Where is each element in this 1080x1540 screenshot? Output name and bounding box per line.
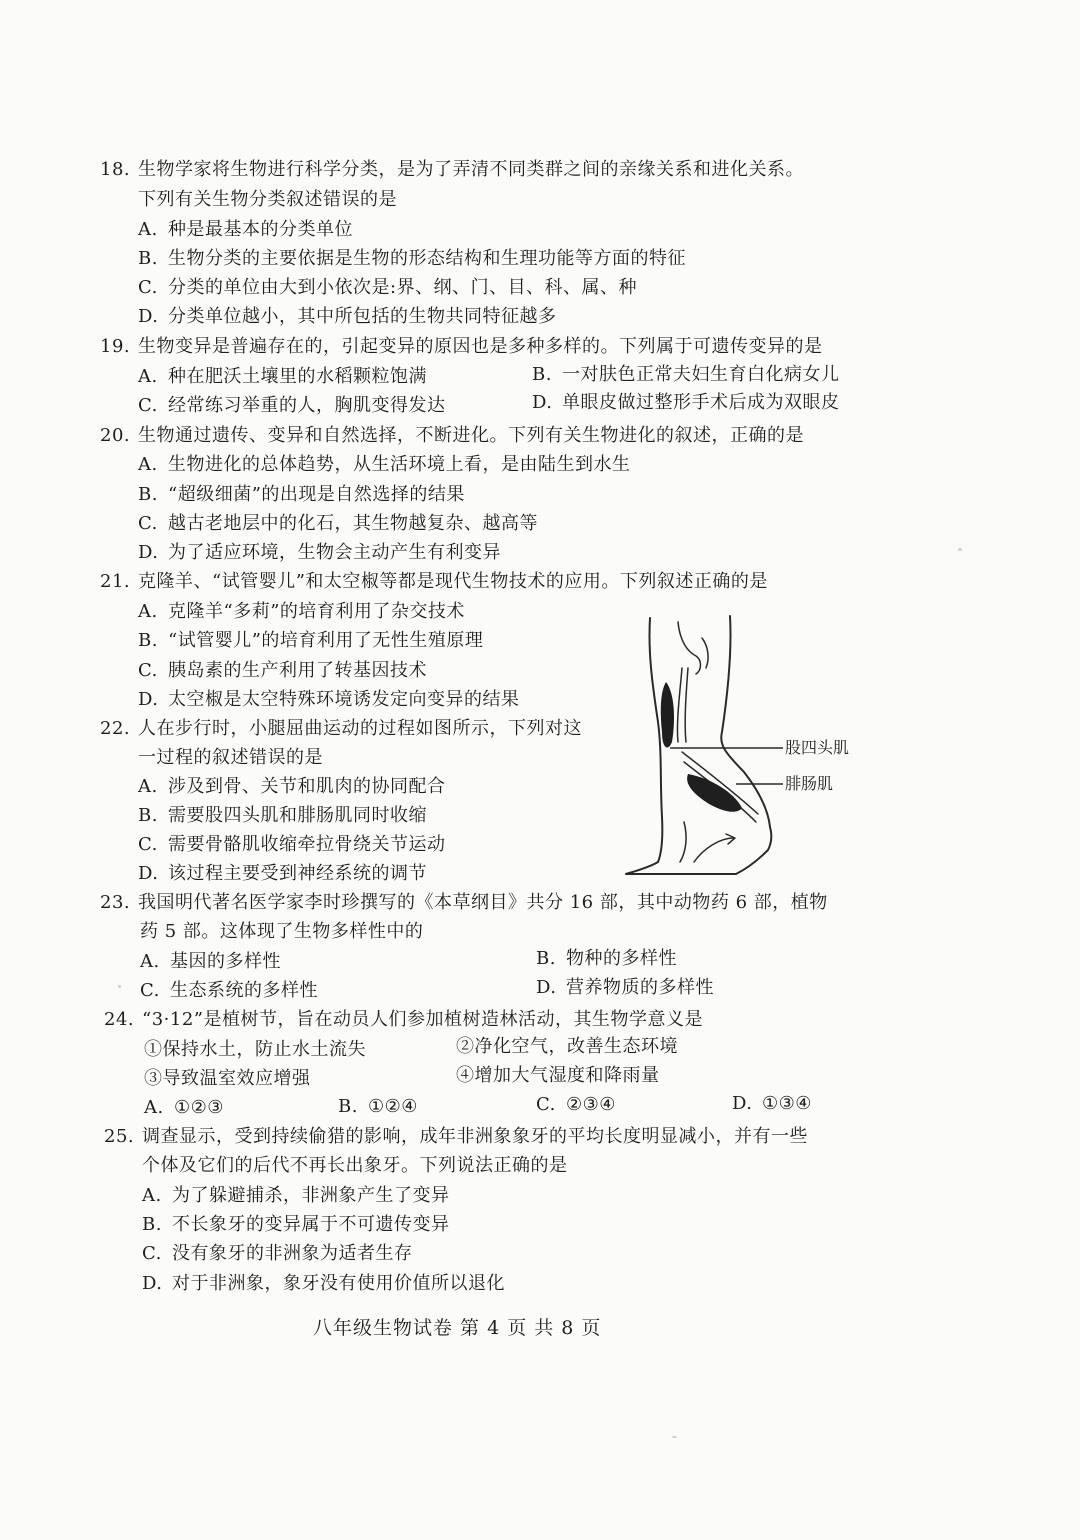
question-18-option-d [138,305,557,329]
question-number: 23. [100,892,131,913]
question-25-option-c [142,1242,413,1266]
question-25-option-a [142,1184,450,1208]
option-text: 太空椒是太空特殊环境诱发定向变异的结果 [168,689,520,710]
option-text: 种在肥沃土壤里的水稻颗粒饱满 [168,366,427,387]
question-18-option-a [138,218,353,242]
question-23-option-a [140,950,281,974]
ankle-outline [680,822,686,862]
question-20-option-d [138,541,501,565]
question-number: 24. [104,1009,135,1030]
question-25-stem-line-1 [104,1125,808,1149]
question-25-stem-line-2: 个体及它们的后代不再长出象牙。下列说法正确的是 [142,1155,568,1176]
option-text: 分类的单位由大到小依次是:界、纲、门、目、科、属、种 [168,277,638,298]
option-text: 一对肤色正常夫妇生育白化病女儿 [562,364,840,385]
option-letter: A. [138,776,158,797]
option-text: 营养物质的多样性 [566,977,714,998]
option-text: 生物进化的总体趋势，从生活环境上看，是由陆生到水生 [168,454,631,475]
foot-outline [626,827,771,874]
body-outline-2 [702,638,708,668]
question-18-stem-line-2: 下列有关生物分类叙述错误的是 [138,189,397,210]
question-number: 21. [100,571,131,592]
option-text: 没有象牙的非洲象为适者生存 [172,1243,413,1264]
stem-text: “3·12”是植树节，旨在动员人们参加植树造林活动，其生物学意义是 [142,1009,703,1030]
option-letter: D. [138,863,159,884]
question-23-stem-line-1 [100,891,828,915]
question-25-option-d [142,1272,505,1296]
question-19-stem [100,335,823,359]
question-24-item-3: ③导致温室效应增强 [144,1068,311,1089]
option-text: 生态系统的多样性 [170,980,318,1001]
option-letter: C. [138,277,158,298]
option-letter: D. [532,392,553,413]
stem-text: 调查显示，受到持续偷猎的影响，成年非洲象象牙的平均长度明显减小，并有一些 [142,1126,808,1147]
stem-text: 我国明代著名医学家李时珍撰写的《本草纲目》共分 16 部，其中动物药 6 部，植物 [138,892,828,913]
question-20-stem [100,424,804,448]
option-letter: D. [142,1273,163,1294]
femur-bone-2 [685,668,688,742]
option-letter: A. [138,601,158,622]
option-text: 需要骨骼肌收缩牵拉骨绕关节运动 [168,834,446,855]
question-20-option-c [138,512,538,536]
option-text: 为了躲避捕杀，非洲象产生了变异 [172,1185,450,1206]
option-letter: B. [138,248,158,269]
question-22-option-d [138,862,427,886]
question-number: 20. [100,425,131,446]
option-text: 生物分类的主要依据是生物的形态结构和生理功能等方面的特征 [168,248,686,269]
option-text: 不长象牙的变异属于不可遗传变异 [172,1214,450,1235]
question-25-option-b [142,1213,450,1237]
option-letter: D. [536,977,557,998]
leg-back-outline [649,618,662,862]
option-text: 对于非洲象，象牙没有使用价值所以退化 [172,1273,505,1294]
question-19-option-d [532,391,840,415]
question-21-option-a [138,600,465,624]
option-text: ①②④ [368,1096,418,1117]
option-text: 越古老地层中的化石，其生物越复杂、越高等 [168,513,538,534]
stem-text: 人在步行时，小腿屈曲运动的过程如图所示，下列对这 [138,718,582,739]
question-21-option-d [138,688,520,712]
option-text: 涉及到骨、关节和肌肉的协同配合 [168,776,446,797]
option-text: 分类单位越小，其中所包括的生物共同特征越多 [168,306,557,327]
option-text: “超级细菌”的出现是自然选择的结果 [168,484,465,505]
option-letter: A. [138,219,158,240]
question-number: 22. [100,718,131,739]
body-outline [678,622,701,674]
stem-text: 生物通过遗传、变异和自然选择，不断进化。下列有关生物进化的叙述，正确的是 [138,425,804,446]
question-22-option-c [138,833,446,857]
option-letter: B. [138,630,158,651]
scan-speck [958,548,962,551]
option-text: 胰岛素的生产利用了转基因技术 [168,660,427,681]
question-number: 25. [104,1126,135,1147]
option-text: 克隆羊“多莉”的培育利用了杂交技术 [168,601,465,622]
option-letter: B. [532,364,552,385]
gastrocnemius-label: 腓肠肌 [785,774,834,793]
femur-bone [677,668,682,742]
option-text: ②③④ [566,1094,616,1115]
option-text: ①②③ [174,1097,224,1118]
option-text: 基因的多样性 [170,951,281,972]
quadriceps-label: 股四头肌 [785,738,850,757]
stem-text: 克隆羊、“试管婴儿”和太空椒等都是现代生物技术的应用。下列叙述正确的是 [138,571,768,592]
option-letter: C. [142,1243,162,1264]
option-text: 种是最基本的分类单位 [168,219,353,240]
option-letter: B. [138,484,158,505]
question-24-item-1: ①保持水土，防止水土流失 [144,1039,366,1060]
option-letter: B. [536,948,556,969]
question-23-stem-line-2: 药 5 部。这体现了生物多样性中的 [140,921,424,942]
option-letter: A. [144,1097,164,1118]
option-letter: A. [142,1185,162,1206]
option-letter: A. [138,366,158,387]
page-footer: 八年级生物试卷 第 4 页 共 8 页 [313,1317,602,1339]
question-23-option-c [140,979,318,1003]
option-letter: D. [138,542,159,563]
option-letter: A. [138,454,158,475]
question-18-option-c [138,276,637,300]
question-20-option-a [138,453,631,477]
option-text: 物种的多样性 [566,948,677,969]
scan-speck [672,1436,677,1438]
quadriceps-muscle [661,682,674,747]
option-text: 单眼皮做过整形手术后成为双眼皮 [562,392,840,413]
motion-arrow [694,838,734,862]
option-text: 经常练习举重的人，胸肌变得发达 [168,395,446,416]
question-22-stem-line-2: 一过程的叙述错误的是 [138,747,323,768]
leg-muscle-figure [618,612,863,880]
question-19-option-a [138,365,427,389]
question-21-option-b [138,629,483,653]
option-letter: B. [142,1214,162,1235]
question-24-option-c [536,1093,616,1117]
question-24-stem [104,1008,703,1032]
stem-text: 生物学家将生物进行科学分类，是为了弄清不同类群之间的亲缘关系和进化关系。 [138,159,804,180]
question-21-option-c [138,659,427,683]
option-letter: B. [338,1096,358,1117]
stem-text: 生物变异是普遍存在的，引起变异的原因也是多种多样的。下列属于可遗传变异的是 [138,336,823,357]
option-letter: A. [140,951,160,972]
question-21-stem [100,570,768,594]
question-22-option-a [138,775,446,799]
scan-speck [118,985,121,988]
option-letter: D. [138,306,159,327]
question-24-item-2: ②净化空气，改善生态环境 [456,1036,678,1057]
option-letter: D. [732,1093,753,1114]
option-text: 为了适应环境，生物会主动产生有利变异 [168,542,501,563]
option-letter: C. [138,395,158,416]
option-text: ①③④ [762,1093,812,1114]
question-24-option-d [732,1092,812,1116]
question-20-option-b [138,483,465,507]
option-letter: D. [138,689,159,710]
option-letter: C. [138,660,158,681]
question-18-option-b [138,247,686,271]
question-23-option-d [536,976,714,1000]
option-letter: C. [536,1094,556,1115]
option-letter: C. [138,834,158,855]
question-22-stem-line-1 [100,717,582,741]
option-text: “试管婴儿”的培育利用了无性生殖原理 [168,630,484,651]
option-letter: C. [138,513,158,534]
question-number: 19. [100,336,131,357]
question-24-item-4: ④增加大气湿度和降雨量 [456,1065,660,1086]
option-text: 该过程主要受到神经系统的调节 [168,863,427,884]
question-22-option-b [138,804,427,828]
option-text: 需要股四头肌和腓肠肌同时收缩 [168,805,427,826]
option-letter: C. [140,980,160,1001]
question-19-option-c [138,394,446,418]
question-23-option-b [536,947,677,971]
question-24-option-b [338,1095,418,1119]
question-18-stem-line-1 [100,158,804,182]
option-letter: B. [138,805,158,826]
question-19-option-b [532,363,840,387]
question-24-option-a [144,1096,224,1120]
question-number: 18. [100,159,131,180]
